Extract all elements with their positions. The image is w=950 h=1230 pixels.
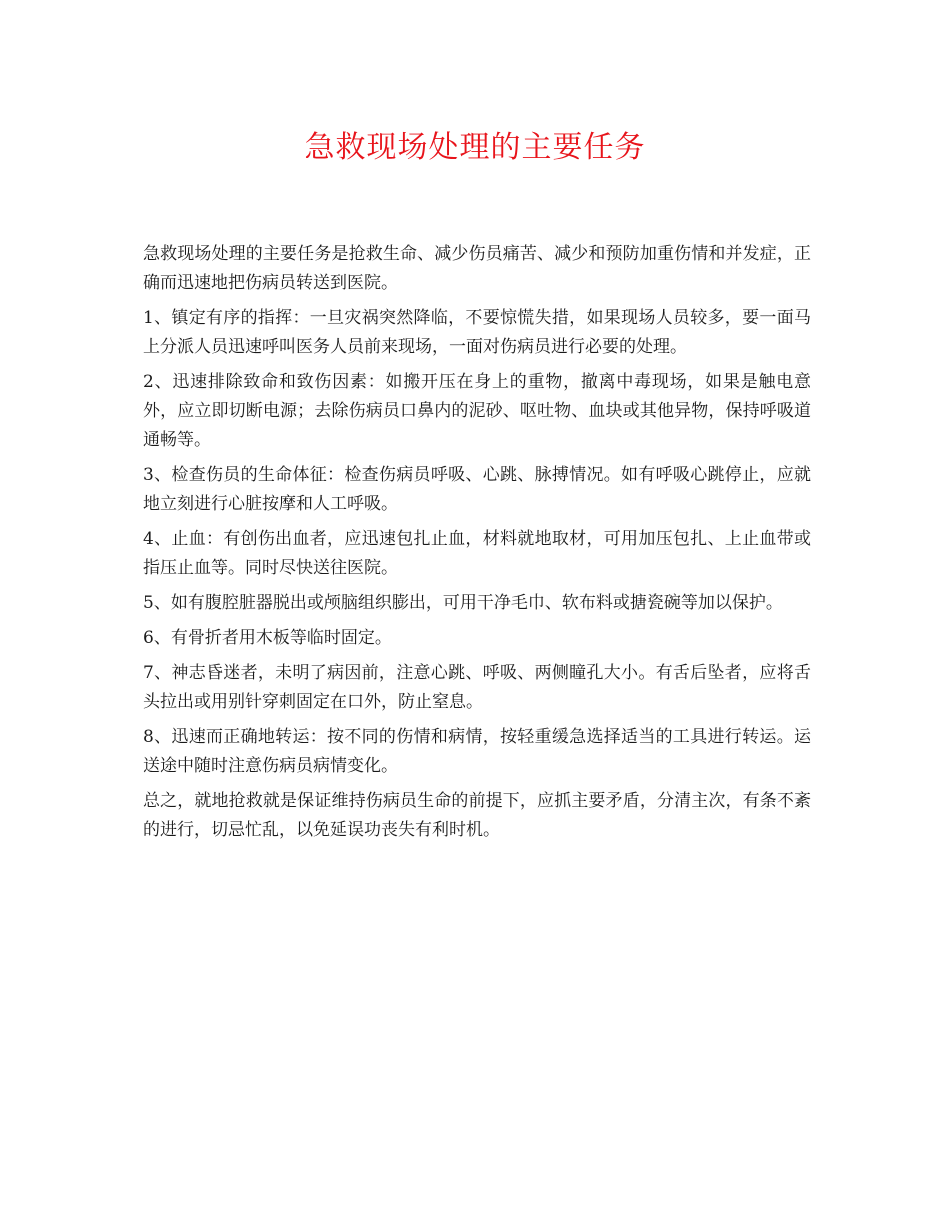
conclusion-paragraph: 总之，就地抢救就是保证维持伤病员生命的前提下，应抓主要矛盾，分清主次，有条不紊的进行，切忌忙乱，以免延误功丧失有利时机。 [143,791,811,840]
paragraph-item-7: 7、神志昏迷者，未明了病因前，注意心跳、呼吸、两侧瞳孔大小。有舌后坠者，应将舌头拉出或用别针穿刺固定在口外，防止窒息。 [143,663,811,712]
document-body [143,240,811,851]
paragraph-item-2: 2、迅速排除致命和致伤因素：如搬开压在身上的重物，撤离中毒现场，如果是触电意外，应立即切断电源；去除伤病员口鼻内的泥砂、呕吐物、血块或其他异物，保持呼吸道通畅等。 [143,372,811,450]
paragraph-item-1: 1、镇定有序的指挥：一旦灾祸突然降临，不要惊慌失措，如果现场人员较多，要一面马上分派人员迅速呼叫医务人员前来现场，一面对伤病员进行必要的处理。 [143,308,811,357]
paragraph-item-4: 4、止血：有创伤出血者，应迅速包扎止血，材料就地取材，可用加压包扎、上止血带或指压止血等。同时尽快送往医院。 [143,529,811,578]
page-title: 急救现场处理的主要任务 [304,130,646,165]
paragraph-item-3: 3、检查伤员的生命体征：检查伤病员呼吸、心跳、脉搏情况。如有呼吸心跳停止，应就地立刻进行心脏按摩和人工呼吸。 [143,465,811,514]
intro-paragraph: 急救现场处理的主要任务是抢救生命、减少伤员痛苦、减少和预防加重伤情和并发症，正确而迅速地把伤病员转送到医院。 [143,244,811,293]
paragraph-item-5: 5、如有腹腔脏器脱出或颅脑组织膨出，可用干净毛巾、软布料或搪瓷碗等加以保护。 [143,593,783,613]
paragraph-item-8: 8、迅速而正确地转运：按不同的伤情和病情，按轻重缓急选择适当的工具进行转运。运送途中随时注意伤病员病情变化。 [143,727,811,776]
paragraph-item-6: 6、有骨折者用木板等临时固定。 [143,628,392,648]
